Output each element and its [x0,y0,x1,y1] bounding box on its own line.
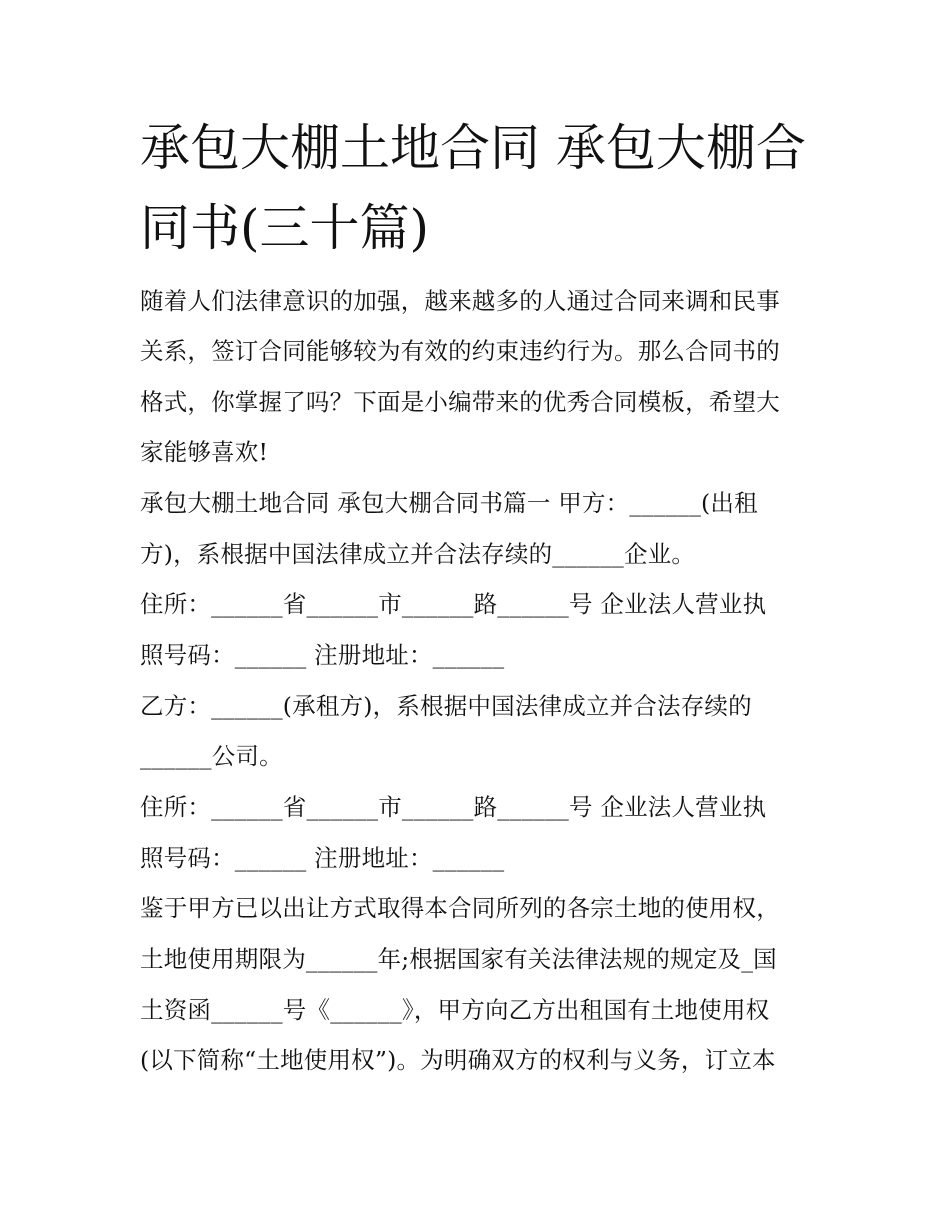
body-line-1: 随着人们法律意识的加强，越来越多的人通过合同来调和民事 [140,287,780,315]
body-line-14: 土地使用期限为______年;根据国家有关法律法规的规定及_国 [140,945,777,973]
body-line-4: 家能够喜欢! [140,438,269,466]
body-line-10: ______公司。 [140,742,283,770]
body-line-3: 格式，你掌握了吗？下面是小编带来的优秀合同模板，希望大 [140,388,780,416]
document-title-line-2: 同书(三十篇) [140,199,430,257]
body-line-8: 照号码：______ 注册地址：______ [140,641,505,669]
body-line-11: 住所：______省______市______路______号 企业法人营业执 [140,793,767,821]
document-title-line-1: 承包大棚土地合同 承包大棚合 [140,119,806,177]
body-line-12: 照号码：______ 注册地址：______ [140,844,505,872]
body-line-2: 关系，签订合同能够较为有效的约束违约行为。那么合同书的 [140,337,780,365]
body-line-7: 住所：______省______市______路______号 企业法人营业执 [140,590,767,618]
body-line-15: 土资函______号《______》，甲方向乙方出租国有土地使用权 [140,996,770,1024]
body-line-6: 方)，系根据中国法律成立并合法存续的______企业。 [140,540,696,568]
body-line-9: 乙方：______(承租方)，系根据中国法律成立并合法存续的 [140,692,752,720]
body-line-5: 承包大棚土地合同 承包大棚合同书篇一 甲方：______(出租 [140,489,758,517]
body-line-13: 鉴于甲方已以出让方式取得本合同所列的各宗土地的使用权， [140,894,780,922]
body-line-16: (以下简称“土地使用权”)。为明确双方的权利与义务，订立本 [140,1046,776,1074]
